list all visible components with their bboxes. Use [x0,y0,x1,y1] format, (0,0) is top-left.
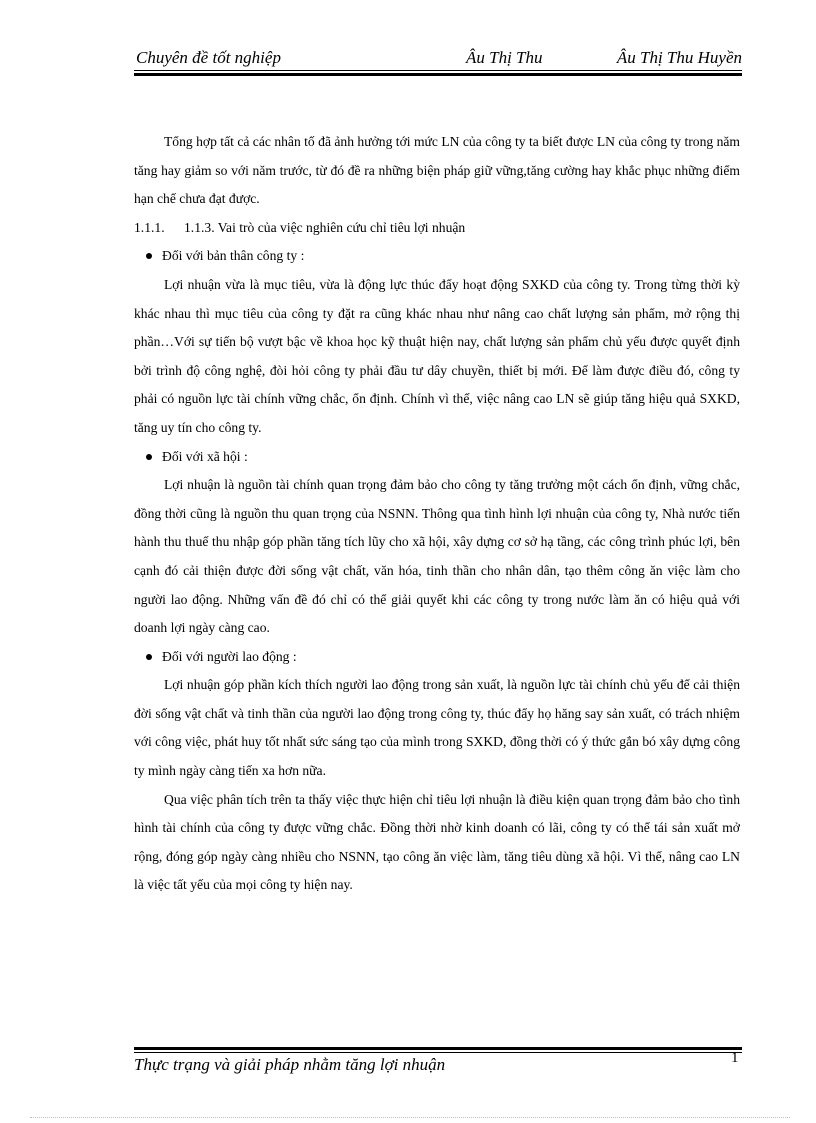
bullet-dot-icon [146,654,152,660]
bullet-dot-icon [146,253,152,259]
bullet-company-text: Đối với bản thân công ty : [162,248,305,264]
paragraph-conclusion: Qua việc phân tích trên ta thấy việc thực hiện chỉ tiêu lợi nhuận là điều kiện quan trọng đảm bảo cho tình hình tài chính của công ty được vững chắc. Đồng thời nhờ kinh doanh có lãi, công ty có thể tái sản xuất mở rộng, đóng góp ngày càng nhiều cho NSNN, tạo công ăn việc làm, tăng tiêu dùng xã hội. Vì thế, nâng cao LN là việc tất yếu của mọi công ty hiện nay. [134,791,740,893]
header-document-type: Chuyên đề tốt nghiệp [136,48,281,67]
page-header [134,46,742,70]
bullet-workers [134,643,740,672]
bullet-society [134,443,740,472]
section-heading [134,214,740,243]
bullet-company [134,242,740,271]
paragraph-company: Lợi nhuận vừa là mục tiêu, vừa là động lực thúc đẩy hoạt động SXKD của công ty. Trong từng thời kỳ khác nhau thì mục tiêu của công ty đặt ra cũng khác nhau như nâng cao chất lượng sản phẩm, mở rộng thị phần…Với sự tiến bộ vượt bậc về khoa học kỹ thuật hiện nay, chất lượng sản phẩm chủ yếu được quyết định bởi trình độ công nghệ, đòi hỏi công ty phải đầu tư dây chuyền, thiết bị mới. Để làm được điều đó, công ty phải có nguồn lực tài chính vững chắc, ổn định. Chính vì thế, việc nâng cao LN sẽ giúp tăng hiệu quả SXKD, tăng uy tín cho công ty. [134,276,740,435]
bullet-dot-icon [146,454,152,460]
section-heading-text: 1.1.3. Vai trò của việc nghiên cứu chỉ tiêu lợi nhuận [184,219,466,235]
page-number: 1 [731,1050,739,1066]
page-edge-divider [30,1117,790,1118]
bullet-workers-text: Đối với người lao động : [162,648,297,664]
bullet-society-text: Đối với xã hội : [162,448,248,464]
header-author-short: Âu Thị Thu [466,48,543,67]
footer-rule-thick [134,1047,742,1050]
header-rule-thin [134,70,742,71]
intro-paragraph: Tổng hợp tất cả các nhân tố đã ảnh hưởng tới mức LN của công ty ta biết được LN của công ty trong năm tăng hay giảm so với năm trước, từ đó đề ra những biện pháp giữ vững,tăng cường hay khắc phục những điểm hạn chế chưa đạt được. [134,134,740,207]
header-author-full: Âu Thị Thu Huyền [616,48,742,67]
footer-rule-thin [134,1052,742,1053]
document-body [134,128,740,900]
paragraph-society: Lợi nhuận là nguồn tài chính quan trọng đảm bảo cho công ty tăng trưởng một cách ổn định, vững chắc, đồng thời cũng là nguồn thu quan trọng của NSNN. Thông qua tình hình lợi nhuận của công ty, Nhà nước tiến hành thu thuế thu nhập góp phần tăng tích lũy cho xã hội, xây dựng cơ sở hạ tầng, các công trình phúc lợi, bên cạnh đó cải thiện được đời sống vật chất, văn hóa, tinh thần cho nhân dân, tạo thêm công ăn việc làm cho người lao động. Những vấn đề đó chỉ có thể giải quyết khi các công ty trong nước làm ăn có hiệu quả với doanh lợi ngày càng cao. [134,477,740,636]
header-rule-thick [134,73,742,76]
footer-title: Thực trạng và giải pháp nhằm tăng lợi nhuận [134,1055,446,1074]
paragraph-workers: Lợi nhuận góp phần kích thích người lao động trong sản xuất, là nguồn lực tài chính chủ yếu để cải thiện đời sống vật chất và tinh thần của người lao động trong công ty, thúc đẩy họ hăng say sản xuất, có trách nhiệm với công việc, phát huy tốt nhất sức sáng tạo của mình trong SXKD, đồng thời có ý thức gắn bó xây dựng công ty mình ngày càng tiến xa hơn nữa. [134,677,740,779]
section-heading-number: 1.1.1. [134,219,165,235]
